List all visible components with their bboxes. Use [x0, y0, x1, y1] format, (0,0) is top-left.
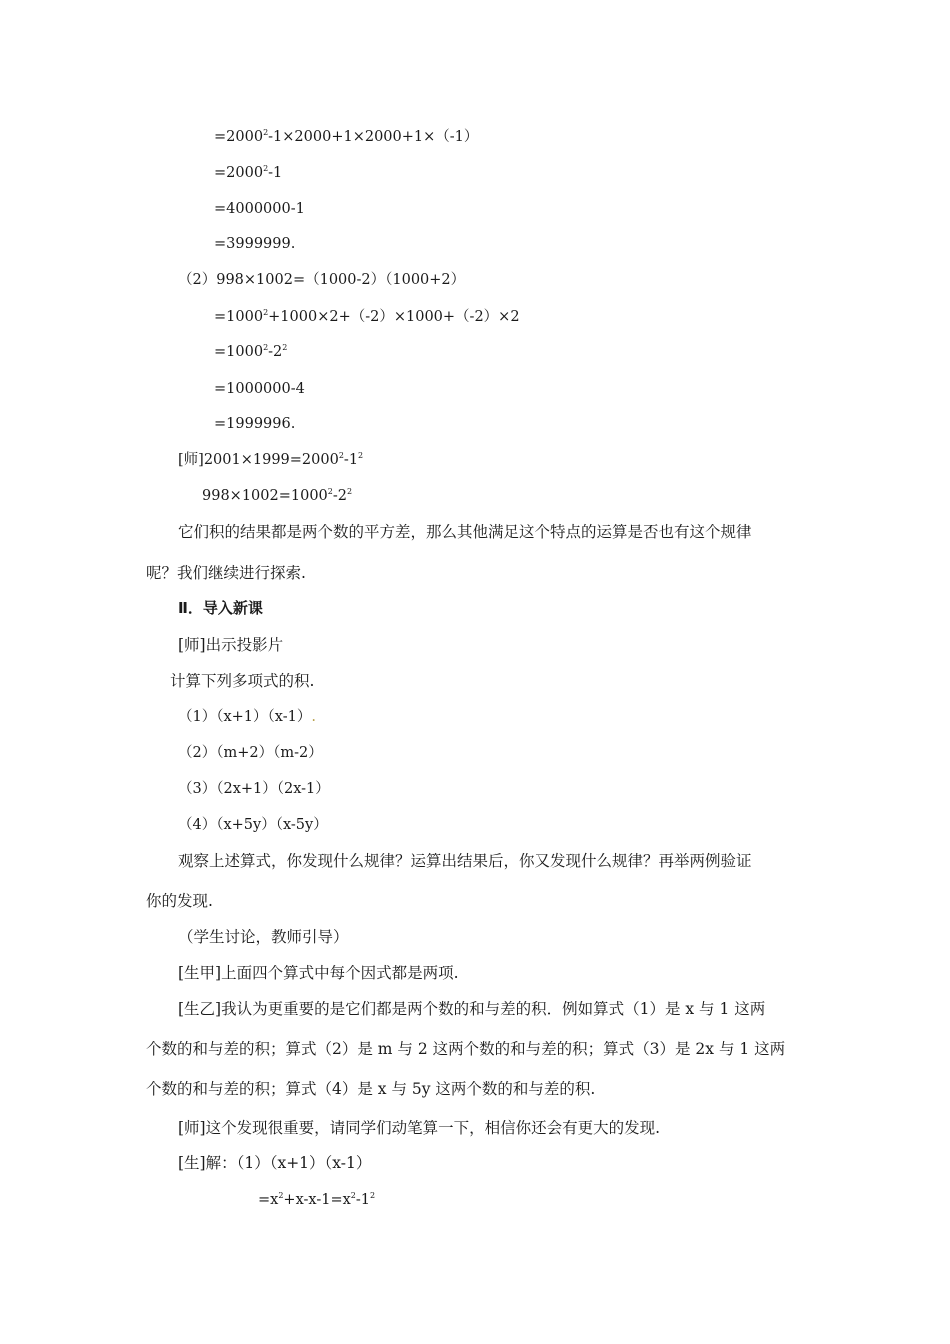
exercise-3: （3）（2x+1）（2x-1）: [178, 781, 330, 797]
calc2-line-4: =1999996.: [214, 416, 296, 432]
slide-intro: [师]出示投影片: [178, 636, 284, 654]
student-a-remark: [生甲]上面四个算式中每个因式都是两项.: [178, 964, 459, 982]
student-b-line-2: 个数的和与差的积；算式（2）是 m 与 2 这两个数的和与差的积；算式（3）是 2x 与 1 这两: [146, 1040, 786, 1058]
calc1-line-3: =4000000-1: [214, 201, 305, 217]
paragraph-1-line-1: 它们积的结果都是两个数的平方差，那么其他满足这个特点的运算是否也有这个规律: [178, 523, 752, 541]
teacher-summary-line-1: [师]$2001\times 1999=2000^2-1^2$: [178, 451, 364, 468]
calc1-line-1: $=2000^2-1\times 2000+1\times 2000+1\times(-1)$: [214, 128, 479, 145]
student-solution-line-1: $=x^2+x-x-1=x^2-1^2$: [258, 1191, 376, 1208]
calc1-line-2: $=2000^2-1$: [214, 164, 283, 181]
student-solution-heading: [生]解：（1）（x+1）（x-1）: [178, 1154, 372, 1172]
discussion-note: （学生讨论，教师引导）: [178, 928, 349, 946]
exercise-4: （4）（x+5y）（x-5y）: [178, 817, 328, 833]
calc1-line-4: =3999999.: [214, 236, 296, 252]
exercise-1: [178, 707, 316, 727]
section-heading: Ⅱ．导入新课: [178, 599, 263, 617]
calc2-line-1: $=1000^2+1000\times 2+(-2)\times 1000+(-2)\times 2$: [214, 308, 520, 325]
task-statement: 计算下列多项式的积.: [170, 672, 315, 690]
student-b-line-1: [生乙]我认为更重要的是它们都是两个数的和与差的积．例如算式（1）是 x 与 1 这两: [178, 1000, 766, 1018]
observe-line-2: 你的发现.: [146, 892, 213, 910]
exercise-2: （2）（m+2）（m-2）: [178, 745, 323, 761]
calc2-heading: （2）998×1002=（1000-2）（1000+2）: [178, 272, 466, 288]
exercise-1-text: （1）（x+1）（x-1）: [178, 709, 312, 725]
exercise-1-dot: .: [311, 709, 316, 725]
teacher-summary-line-2: $998\times 1002=1000^2-2^2$: [202, 487, 353, 504]
teacher-prompt: [师]这个发现很重要，请同学们动笔算一下，相信你还会有更大的发现.: [178, 1119, 661, 1137]
student-b-line-3: 个数的和与差的积；算式（4）是 x 与 5y 这两个数的和与差的积.: [146, 1080, 596, 1098]
calc2-line-2: $=1000^2-2^2$: [214, 343, 288, 360]
calc2-line-3: =1000000-4: [214, 381, 305, 397]
observe-line-1: 观察上述算式，你发现什么规律？运算出结果后，你又发现什么规律？再举两例验证: [178, 852, 752, 870]
paragraph-1-line-2: 呢？我们继续进行探索.: [146, 564, 306, 582]
